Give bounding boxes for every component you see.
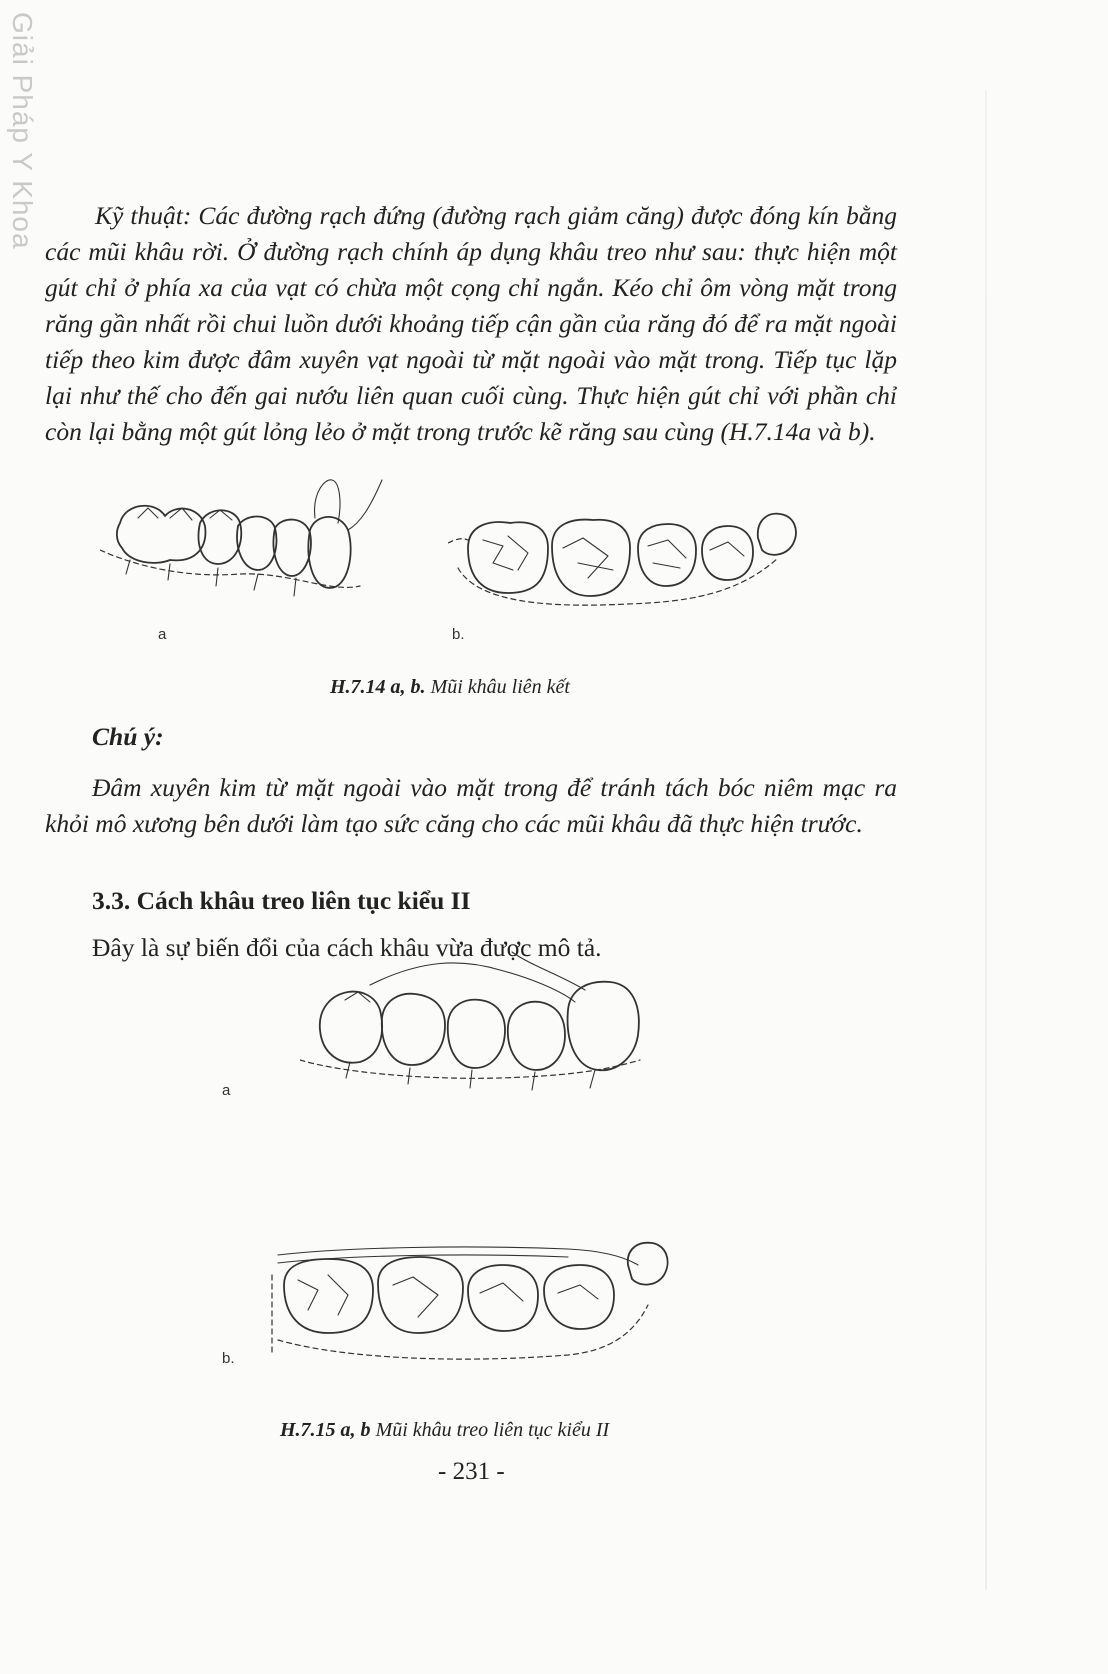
caption-number: H.7.14 a, b. xyxy=(330,676,426,698)
figure-7-14-label-a: a xyxy=(158,626,167,643)
figure-7-15a-illustration xyxy=(300,950,680,1120)
caption-text: Mũi khâu treo liên tục kiểu II xyxy=(375,1419,610,1441)
watermark: Giải Pháp Y Khoa xyxy=(7,12,38,250)
figure-7-14-caption xyxy=(330,676,570,699)
page-number: - 231 - xyxy=(438,1458,505,1485)
figure-7-15-label-a: a xyxy=(222,1082,231,1099)
note-title: Chú ý: xyxy=(92,722,164,751)
caption-text: Mũi khâu liên kết xyxy=(430,676,570,698)
figure-7-14a-illustration xyxy=(100,478,400,618)
caption-number: H.7.15 a, b xyxy=(280,1419,371,1441)
paragraph-note: Đâm xuyên kim từ mặt ngoài vào mặt trong để tránh tách bóc niêm mạc ra khỏi mô xương bên dưới làm tạo sức căng cho các mũi khâu đã thực hiện trước. xyxy=(45,773,897,838)
figure-7-15-label-b: b. xyxy=(222,1350,235,1367)
figure-7-14b-illustration xyxy=(448,508,808,618)
section-heading: 3.3. Cách khâu treo liên tục kiểu II xyxy=(92,886,471,915)
figure-7-15b-illustration xyxy=(268,1235,688,1385)
page-edge-shadow xyxy=(985,90,987,1590)
section-intro: Đây là sự biến đổi của cách khâu vừa được mô tả. xyxy=(92,933,602,962)
figure-7-14-label-b: b. xyxy=(452,626,465,643)
figure-7-15-caption xyxy=(280,1419,609,1442)
paragraph-technique: Kỹ thuật: Các đường rạch đứng (đường rạch giảm căng) được đóng kín bằng các mũi khâu rời. Ở đường rạch chính áp dụng khâu treo như sau: thực hiện một gút chỉ ở phía xa của vạt có chừa một cọng chỉ ngắn. Kéo chỉ ôm vòng mặt trong răng gần nhất rồi chui luồn dưới khoảng tiếp cận gần của răng đó để ra mặt ngoài tiếp theo kim được đâm xuyên vạt ngoài từ mặt ngoài vào mặt trong. Tiếp tục lặp lại như thế cho đến gai nướu liên quan cuối cùng. Thực hiện gút chỉ với phần chỉ còn lại bằng một gút lỏng lẻo ở mặt trong trước kẽ răng sau cùng (H.7.14a và b). xyxy=(45,201,897,446)
